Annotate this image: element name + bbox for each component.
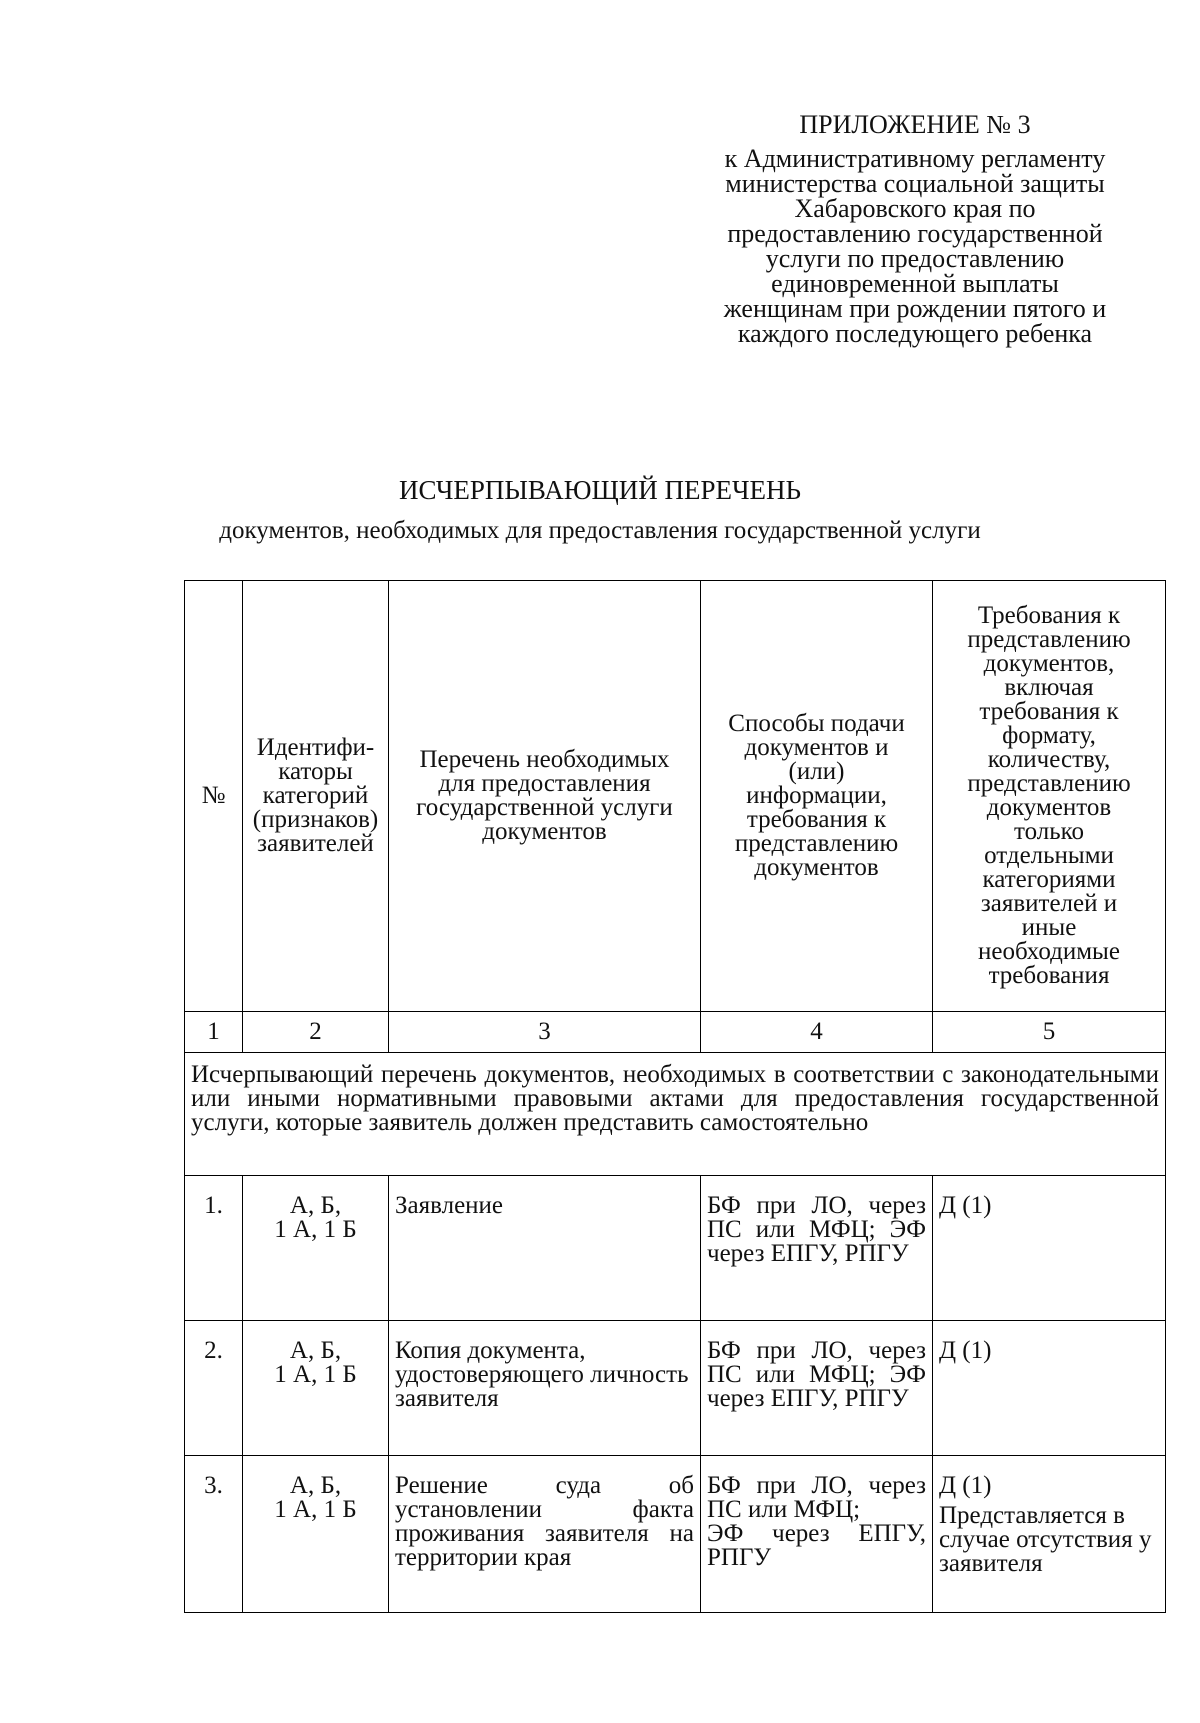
row-methods: БФ при ЛО, через ПС или МФЦ; ЭФ через ЕПГУ, РПГУ: [701, 1456, 933, 1613]
row-categories: А, Б, 1 А, 1 Б: [243, 1176, 389, 1321]
appendix-line: предоставлению государственной: [727, 219, 1103, 248]
appendix-line: каждого последующего ребенка: [737, 319, 1093, 348]
header-cell-number: №: [185, 581, 243, 1012]
row-requirements: Д (1): [933, 1321, 1166, 1456]
column-number: 3: [389, 1012, 701, 1053]
header-text: Идентифи- каторы категорий (признаков) заявителей: [252, 734, 379, 857]
row-number: 3.: [185, 1456, 243, 1613]
header-cell-requirements: [933, 581, 1166, 1012]
row-requirements: Д (1): [939, 1472, 992, 1499]
row-document: Копия документа, удостоверяющего личность заявителя: [389, 1321, 701, 1456]
appendix-line: к Административному регламенту: [724, 144, 1106, 173]
documents-table: [184, 580, 1166, 1613]
row-categories: А, Б, 1 А, 1 Б: [243, 1456, 389, 1613]
appendix-block: [700, 112, 1130, 346]
table-row: [185, 1321, 1166, 1456]
document-title: ИСЧЕРПЫВАЮЩИЙ ПЕРЕЧЕНЬ: [398, 475, 802, 505]
appendix-line: Хабаровского края по: [794, 194, 1036, 223]
column-number-row: [185, 1012, 1166, 1053]
row-requirements-cell: [933, 1456, 1166, 1613]
row-requirements: Д (1): [933, 1176, 1166, 1321]
row-number: 1.: [185, 1176, 243, 1321]
row-categories: А, Б, 1 А, 1 Б: [243, 1321, 389, 1456]
row-document: Решение суда об установлении факта проживания заявителя на территории края: [389, 1456, 701, 1613]
table-row: [185, 1176, 1166, 1321]
table-row: [185, 1456, 1166, 1613]
appendix-line: услуги по предоставлению: [765, 244, 1065, 273]
row-document: Заявление: [389, 1176, 701, 1321]
row-methods: БФ при ЛО, через ПС или МФЦ; ЭФ через ЕПГУ, РПГУ: [701, 1176, 933, 1321]
section-row: [185, 1053, 1166, 1176]
document-subtitle: документов, необходимых для предоставления государственной услуги: [219, 517, 981, 544]
appendix-title: ПРИЛОЖЕНИЕ № 3: [799, 110, 1031, 139]
appendix-line: министерства социальной защиты: [725, 169, 1105, 198]
row-number: 2.: [185, 1321, 243, 1456]
row-requirements-note: Представляется в случае отсутствия у заявителя: [939, 1502, 1152, 1577]
header-text: Способы подачи документов и (или) информации, требования к представлению документов: [728, 710, 905, 881]
row-methods: БФ при ЛО, через ПС или МФЦ; ЭФ через ЕПГУ, РПГУ: [701, 1321, 933, 1456]
column-number: 1: [185, 1012, 243, 1053]
section-title: Исчерпывающий перечень документов, необходимых в соответствии с законодательными или иными нормативными правовыми актами для предоставления государственной услуги, которые заявитель должен представить самостоятельно: [185, 1053, 1166, 1176]
header-cell-categories: [243, 581, 389, 1012]
header-cell-methods: [701, 581, 933, 1012]
column-number: 4: [701, 1012, 933, 1053]
column-number: 2: [243, 1012, 389, 1053]
header-row: [185, 581, 1166, 1012]
header-text: Требования к представлению документов, включая требования к формату, количеству, представлению документов только отдельными категориями заявителей и иные необходимые требования: [967, 602, 1131, 989]
column-number: 5: [933, 1012, 1166, 1053]
appendix-line: женщинам при рождении пятого и: [723, 294, 1107, 323]
header-text: Перечень необходимых для предоставления государственной услуги документов: [416, 746, 673, 845]
header-cell-documents: [389, 581, 701, 1012]
appendix-line: единовременной выплаты: [771, 269, 1059, 298]
